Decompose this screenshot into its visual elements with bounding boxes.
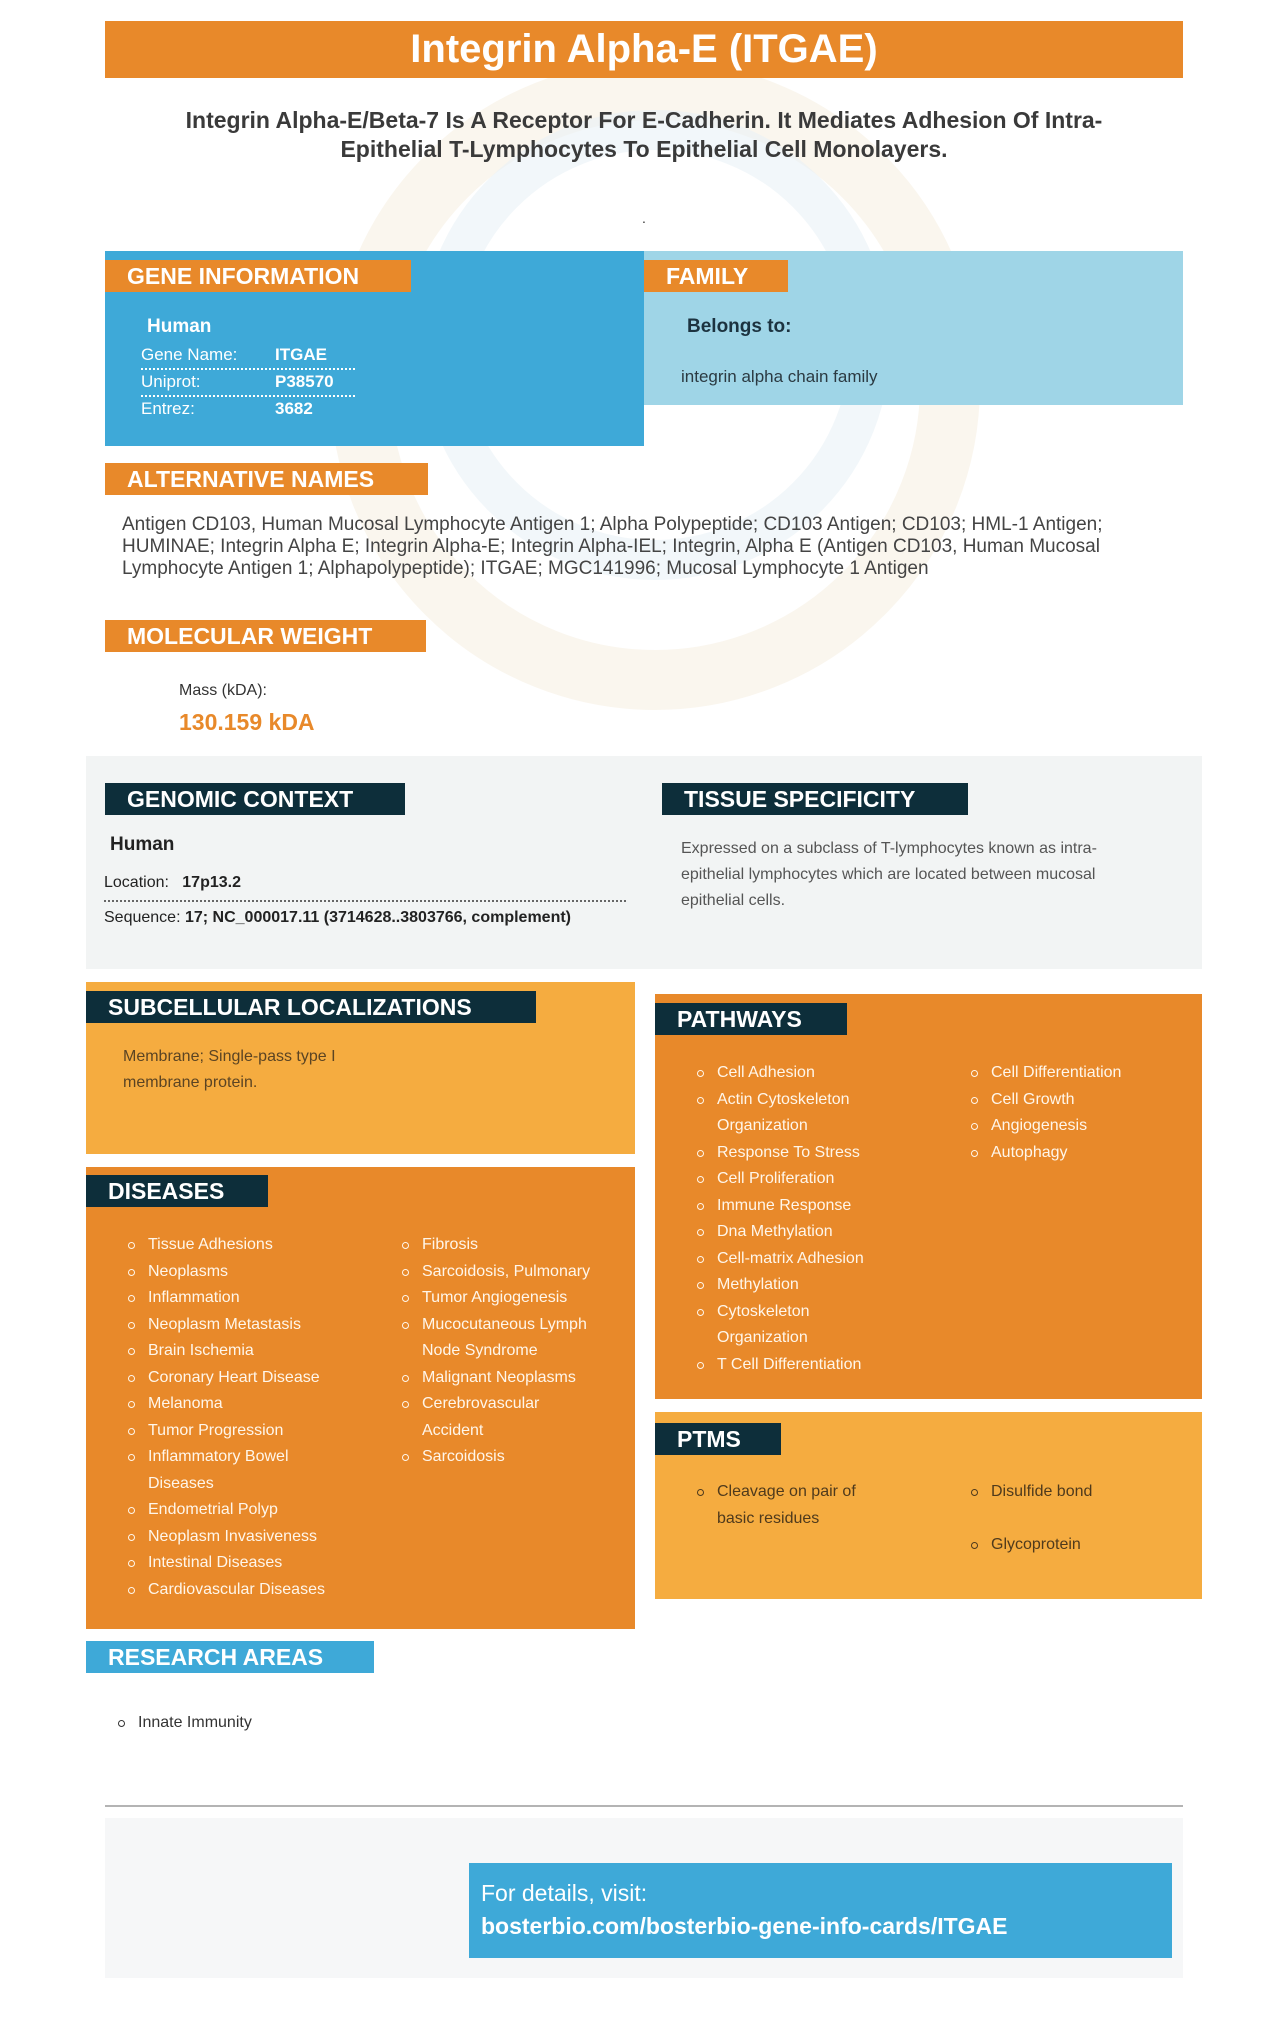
ptms-list-col1: [697, 1479, 887, 1532]
gene-name-row: [141, 343, 355, 370]
research-areas-list: [118, 1710, 418, 1737]
list-item: Melanoma: [128, 1391, 368, 1418]
page-subtitle: Integrin Alpha-E/Beta-7 Is A Receptor For E-Cadherin. It Mediates Adhesion Of Intra-Epithelial T-Lymphocytes To Epithelial Cell Monolayers.: [185, 107, 1103, 162]
page-title: Integrin Alpha-E (ITGAE): [105, 21, 1183, 78]
entrez-row: [141, 397, 355, 424]
location-value: 17p13.2: [182, 874, 241, 891]
list-item: Neoplasms: [128, 1259, 368, 1286]
entrez-value: 3682: [275, 399, 313, 418]
gene-name-value: ITGAE: [275, 345, 327, 364]
pathways-list-col2: [971, 1060, 1191, 1166]
ptms-list-col2: [971, 1479, 1171, 1559]
family-belongs-label: Belongs to:: [687, 316, 792, 337]
list-item: Autophagy: [971, 1140, 1191, 1167]
list-item: Cardiovascular Diseases: [128, 1577, 368, 1604]
uniprot-label: Uniprot:: [141, 372, 201, 391]
subtitle-dot: .: [642, 210, 646, 226]
gene-name-label: Gene Name:: [141, 345, 238, 364]
list-item: Coronary Heart Disease: [128, 1365, 368, 1392]
list-item: Malignant Neoplasms: [402, 1365, 624, 1392]
entrez-label: Entrez:: [141, 399, 195, 418]
list-item: Sarcoidosis: [402, 1444, 624, 1471]
genomic-divider: [104, 900, 626, 902]
subcellular-localizations-text: Membrane; Single-pass type I membrane protein.: [123, 1048, 336, 1091]
location-label: Location:: [104, 874, 169, 891]
diseases-list-col2: [402, 1232, 624, 1471]
research-areas-header: RESEARCH AREAS: [86, 1641, 374, 1673]
location-row: [104, 874, 241, 892]
list-item: Glycoprotein: [971, 1532, 1171, 1559]
alternative-names-text: Antigen CD103, Human Mucosal Lymphocyte Antigen 1; Alpha Polypeptide; CD103 Antigen; CD103; HML-1 Antigen; HUMINAE; Integrin Alpha E; Integrin Alpha-E; Integrin Alpha-IEL; Integrin, Alpha E (Antigen CD103, Human Mucosal Lymphocyte Antigen 1; Alphapolypeptide); ITGAE; MGC141996; Mucosal Lymphocyte 1 Antigen: [122, 514, 1103, 579]
list-item: Disulfide bond: [971, 1479, 1171, 1506]
family-header: FAMILY: [644, 260, 788, 292]
list-item: Inflammation: [128, 1285, 368, 1312]
list-item: Cleavage on pair of basic residues: [697, 1479, 887, 1532]
list-item: Tumor Progression: [128, 1418, 368, 1445]
list-item: Sarcoidosis, Pulmonary: [402, 1259, 624, 1286]
list-item: Response To Stress: [697, 1140, 917, 1167]
list-item: Innate Immunity: [118, 1710, 418, 1737]
mass-value: 130.159 kDA: [179, 709, 315, 735]
list-item: Mucocutaneous Lymph Node Syndrome: [402, 1312, 612, 1365]
sequence-value: 17; NC_000017.11 (3714628..3803766, complement): [184, 909, 571, 926]
list-item: Actin Cytoskeleton Organization: [697, 1087, 887, 1140]
list-item: Cerebrovascular Accident: [402, 1391, 582, 1444]
list-item: Cell Proliferation: [697, 1166, 917, 1193]
list-item: Tumor Angiogenesis: [402, 1285, 624, 1312]
list-item: Tissue Adhesions: [128, 1232, 368, 1259]
subcellular-localizations-header: SUBCELLULAR LOCALIZATIONS: [86, 991, 536, 1023]
ptms-header: PTMS: [655, 1423, 781, 1455]
list-item: Intestinal Diseases: [128, 1550, 368, 1577]
list-item: Neoplasm Metastasis: [128, 1312, 368, 1339]
gene-species: Human: [147, 316, 212, 337]
tissue-specificity-header: TISSUE SPECIFICITY: [662, 783, 968, 815]
list-item: Cell Adhesion: [697, 1060, 917, 1087]
molecular-weight-header: MOLECULAR WEIGHT: [105, 620, 426, 652]
uniprot-row: [141, 370, 355, 397]
list-item: Angiogenesis: [971, 1113, 1191, 1140]
list-item: T Cell Differentiation: [697, 1352, 917, 1379]
list-item: Cytoskeleton Organization: [697, 1299, 867, 1352]
mass-label: Mass (kDA):: [179, 682, 267, 699]
list-item: Cell Growth: [971, 1087, 1191, 1114]
list-item: Methylation: [697, 1272, 917, 1299]
list-item: Cell-matrix Adhesion: [697, 1246, 917, 1273]
details-link-intro: For details, visit:: [481, 1880, 648, 1906]
list-item: Fibrosis: [402, 1232, 624, 1259]
list-item: Immune Response: [697, 1193, 917, 1220]
genomic-context-header: GENOMIC CONTEXT: [105, 783, 405, 815]
sequence-label: Sequence:: [104, 909, 181, 926]
list-item: Neoplasm Invasiveness: [128, 1524, 368, 1551]
family-value: integrin alpha chain family: [681, 367, 878, 386]
list-item: Inflammatory Bowel Diseases: [128, 1444, 328, 1497]
sequence-row: [104, 909, 571, 927]
tissue-specificity-text: Expressed on a subclass of T-lymphocytes known as intra-epithelial lymphocytes which are located between mucosal epithelial cells.: [681, 840, 1097, 909]
pathways-header: PATHWAYS: [655, 1003, 847, 1035]
list-item: Brain Ischemia: [128, 1338, 368, 1365]
uniprot-value: P38570: [275, 372, 334, 391]
list-item: Cell Differentiation: [971, 1060, 1191, 1087]
list-item: Dna Methylation: [697, 1219, 917, 1246]
genomic-species: Human: [110, 834, 175, 855]
diseases-list-col1: [128, 1232, 368, 1603]
details-link-box[interactable]: [469, 1863, 1172, 1958]
details-link-url[interactable]: bosterbio.com/bosterbio-gene-info-cards/ITGAE: [481, 1913, 1008, 1939]
pathways-list-col1: [697, 1060, 917, 1378]
list-item: Endometrial Polyp: [128, 1497, 368, 1524]
gene-information-header: GENE INFORMATION: [105, 260, 411, 292]
footer-divider: [105, 1805, 1183, 1807]
alternative-names-header: ALTERNATIVE NAMES: [105, 463, 428, 495]
diseases-header: DISEASES: [86, 1175, 268, 1207]
